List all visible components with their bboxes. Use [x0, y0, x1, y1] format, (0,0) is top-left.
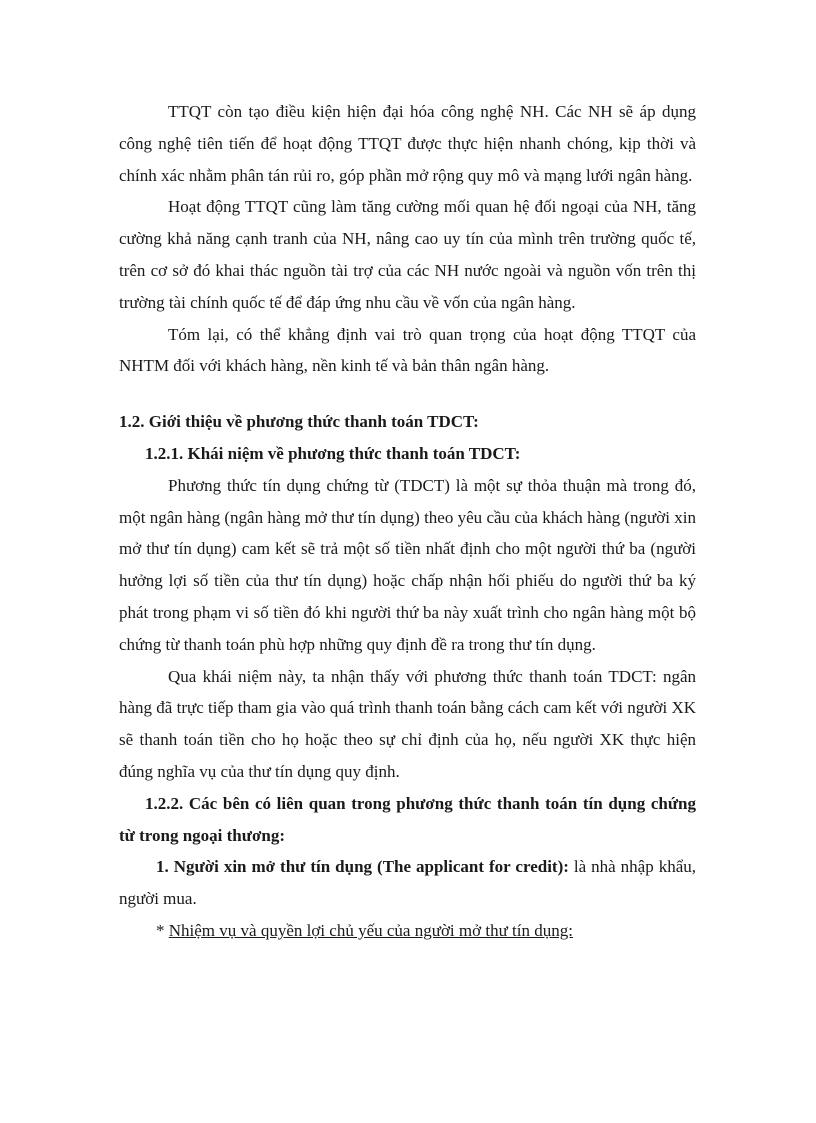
applicant-lead: 1. Người xin mở thư tín dụng (The applicant for credit):	[156, 857, 569, 877]
paragraph-conclusion: Tóm lại, có thể khẳng định vai trò quan trọng của hoạt động TTQT của NHTM đối với khách hàng, nền kinh tế và bản thân ngân hàng.	[119, 324, 696, 376]
heading-1-2-1: 1.2.1. Khái niệm về phương thức thanh toán TDCT:	[145, 443, 521, 463]
paragraph-definition: Phương thức tín dụng chứng từ (TDCT) là một sự thỏa thuận mà trong đó, một ngân hàng (ngân hàng mở thư tín dụng) theo yêu cầu của khách hàng (người xin mở thư tín dụng) cam kết sẽ trả một số tiền nhất định cho một người thứ ba (người hưởng lợi số tiền của thư tín dụng) hoặc chấp nhận hối phiếu do người thứ ba ký phát trong phạm vi số tiền đó khi người thứ ba này xuất trình cho ngân hàng một bộ chứng từ thanh toán phù hợp những quy định đề ra trong thư tín dụng.	[119, 475, 696, 654]
heading-1-2: 1.2. Giới thiệu về phương thức thanh toán TDCT:	[119, 412, 479, 432]
paragraph-observation: Qua khái niệm này, ta nhận thấy với phương thức thanh toán TDCT: ngân hàng đã trực tiếp tham gia vào quá trình thanh toán bằng cách cam kết với người XK sẽ thanh toán tiền cho họ hoặc theo sự chỉ định của họ, nếu người XK thực hiện đúng nghĩa vụ của thư tín dụng quy định.	[119, 666, 696, 781]
duties-prefix: *	[156, 920, 169, 940]
duties-label: Nhiệm vụ và quyền lợi chủ yếu của người mở thư tín dụng:	[168, 920, 573, 940]
document-page	[119, 96, 696, 947]
list-item-duties	[119, 915, 696, 947]
paragraph-modernization: TTQT còn tạo điều kiện hiện đại hóa công nghệ NH. Các NH sẽ áp dụng công nghệ tiên tiến để hoạt động TTQT được thực hiện nhanh chóng, kịp thời và chính xác nhằm phân tán rủi ro, góp phần mở rộng quy mô và mạng lưới ngân hàng.	[119, 102, 696, 185]
paragraph-foreign-relations: Hoạt động TTQT cũng làm tăng cường mối quan hệ đối ngoại của NH, tăng cường khả năng cạnh tranh của NH, nâng cao uy tín của mình trên trường quốc tế, trên cơ sở đó khai thác nguồn tài trợ của các NH nước ngoài và nguồn vốn trên thị trường tài chính quốc tế để đáp ứng nhu cầu về vốn của ngân hàng.	[119, 197, 696, 312]
heading-1-2-2: 1.2.2. Các bên có liên quan trong phương thức thanh toán tín dụng chứng từ trong ngoại thương:	[119, 793, 696, 845]
list-item-applicant	[119, 851, 696, 915]
applicant-text: là nhà nhập khẩu, người mua.	[119, 857, 697, 909]
